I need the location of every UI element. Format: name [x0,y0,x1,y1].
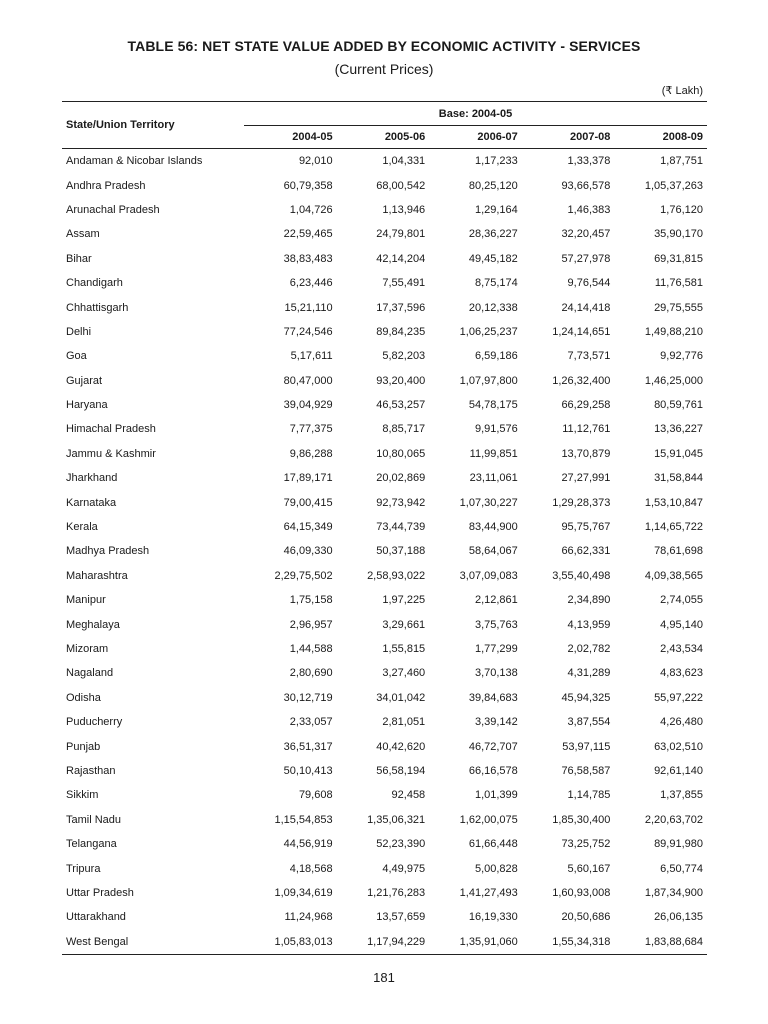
value-cell: 1,77,299 [474,643,518,655]
value-cell: 92,73,942 [376,496,426,509]
value-cell: 80,47,000 [283,374,333,387]
state-name-cell: Jharkhand [66,472,118,485]
value-cell: 50,10,413 [283,764,333,777]
table-row [62,588,707,612]
state-name-cell: Maharashtra [66,569,128,582]
value-cell: 2,43,534 [660,643,703,655]
state-name-cell: Uttar Pradesh [66,886,134,899]
value-cell: 80,25,120 [468,179,518,192]
value-cell: 13,57,659 [376,911,426,924]
value-cell: 1,05,37,263 [644,179,703,192]
table-row [62,393,707,417]
value-cell: 55,97,222 [654,691,703,704]
value-cell: 49,45,182 [468,252,518,265]
value-cell: 1,06,25,237 [459,325,518,338]
value-cell: 1,44,588 [289,643,333,655]
value-cell: 1,13,946 [382,203,426,216]
value-cell: 39,04,929 [283,399,333,412]
state-name-cell: Arunachal Pradesh [66,203,160,216]
state-name-cell: Punjab [66,740,101,753]
value-cell: 9,86,288 [289,447,333,460]
value-cell: 1,07,97,800 [459,374,518,387]
table-row [62,637,707,661]
state-name-cell: Jammu & Kashmir [66,447,156,460]
value-cell: 1,75,158 [289,594,333,607]
value-cell: 73,44,739 [376,521,426,534]
table-row [62,881,707,905]
state-name-cell: Manipur [66,594,106,607]
table-row [62,710,707,734]
value-cell: 2,20,63,702 [644,813,703,826]
value-cell: 1,46,25,000 [644,374,703,387]
value-cell: 4,31,289 [567,667,611,680]
value-cell: 24,14,418 [561,301,611,314]
state-name-cell: Puducherry [66,716,123,729]
value-cell: 1,46,383 [567,203,611,216]
value-cell: 89,91,980 [654,838,703,851]
value-cell: 46,53,257 [376,399,426,412]
value-cell: 4,09,38,565 [644,569,703,582]
value-cell: 1,09,34,619 [274,886,333,899]
value-cell: 2,29,75,502 [274,569,333,582]
value-cell: 3,75,763 [474,618,518,631]
value-cell: 3,29,661 [382,618,426,631]
value-cell: 2,74,055 [660,594,703,607]
value-cell: 3,70,138 [474,667,518,680]
state-column-header: State/Union Territory [62,102,244,149]
value-cell: 5,00,828 [474,862,518,875]
value-cell: 7,77,375 [289,423,333,436]
value-cell: 64,15,349 [283,521,333,534]
value-cell: 39,84,683 [468,691,518,704]
state-name-cell: Assam [66,228,100,241]
value-cell: 66,29,258 [561,399,611,412]
base-year-header: Base: 2004-05 [244,102,707,126]
table-row [62,198,707,222]
value-cell: 15,21,110 [284,301,333,314]
table-row [62,149,707,174]
table-body [62,149,707,955]
value-cell: 1,14,785 [567,789,611,802]
value-cell: 2,33,057 [289,716,333,729]
value-cell: 3,87,554 [567,716,611,729]
value-cell: 61,66,448 [468,838,518,851]
value-cell: 1,29,28,373 [552,496,611,509]
state-name-cell: Bihar [66,252,92,265]
value-cell: 4,95,140 [660,618,703,631]
table-row [62,173,707,197]
state-name-cell: Gujarat [66,374,103,387]
year-header: 2008-09 [614,126,707,149]
value-cell: 6,23,446 [289,277,333,290]
table-row [62,930,707,955]
value-cell: 5,60,167 [567,862,611,875]
value-cell: 2,12,861 [474,594,518,607]
state-name-cell: Delhi [66,325,92,338]
value-cell: 79,608 [298,789,333,802]
state-name-cell: Karnataka [66,496,117,509]
table-row [62,222,707,246]
value-cell: 63,02,510 [654,740,703,753]
value-cell: 20,12,338 [468,301,518,314]
table-title: TABLE 56: NET STATE VALUE ADDED BY ECONOMIC ACTIVITY - SERVICES [127,38,641,54]
table-row [62,856,707,880]
state-name-cell: Kerala [66,521,98,534]
value-cell: 56,58,194 [376,764,426,777]
value-cell: 42,14,204 [376,252,426,265]
table-row [62,515,707,539]
value-cell: 1,87,34,900 [644,886,703,899]
value-cell: 1,41,27,493 [459,886,518,899]
value-cell: 1,53,10,847 [644,496,703,509]
value-cell: 46,09,330 [283,545,333,558]
value-cell: 5,17,611 [290,350,333,363]
value-cell: 1,76,120 [660,203,703,216]
value-cell: 77,24,546 [283,325,333,338]
state-name-cell: Haryana [66,399,108,412]
value-cell: 79,00,415 [283,496,333,509]
value-cell: 1,29,164 [474,203,518,216]
value-cell: 1,62,00,075 [459,813,518,826]
value-cell: 4,26,480 [660,716,703,729]
value-cell: 3,27,460 [382,667,426,680]
value-cell: 29,75,555 [654,301,703,314]
value-cell: 1,55,34,318 [552,935,611,948]
value-cell: 1,49,88,210 [644,325,703,338]
value-cell: 30,12,719 [283,691,333,704]
state-name-cell: Nagaland [66,667,114,680]
value-cell: 1,04,726 [289,203,333,216]
value-cell: 92,010 [298,155,333,168]
year-header: 2004-05 [244,126,337,149]
value-cell: 93,20,400 [376,374,426,387]
table-subtitle: (Current Prices) [334,61,434,77]
value-cell: 1,83,88,684 [644,935,703,948]
value-cell: 11,99,851 [469,447,518,460]
value-cell: 11,24,968 [284,911,333,924]
year-header: 2006-07 [429,126,522,149]
value-cell: 8,85,717 [382,423,426,436]
value-cell: 50,37,188 [376,545,426,558]
value-cell: 1,85,30,400 [552,813,611,826]
value-cell: 2,58,93,022 [367,569,426,582]
value-cell: 83,44,900 [468,521,518,534]
value-cell: 1,35,91,060 [459,935,518,948]
value-cell: 4,13,959 [567,618,611,631]
page-number: 181 [373,970,395,985]
table-header [62,102,707,149]
value-cell: 17,89,171 [283,472,333,485]
state-name-cell: Rajasthan [66,764,116,777]
state-name-cell: Andaman & Nicobar Islands [66,155,203,168]
value-cell: 53,97,115 [562,740,611,753]
table-row [62,442,707,466]
value-cell: 69,31,815 [654,252,703,265]
value-cell: 28,36,227 [468,228,518,241]
state-name-cell: Uttarakhand [66,911,126,924]
value-cell: 11,76,581 [654,277,703,290]
state-name-cell: Tamil Nadu [66,813,122,826]
table-row [62,808,707,832]
table-row [62,271,707,295]
value-cell: 52,23,390 [376,838,426,851]
value-cell: 68,00,542 [376,179,426,192]
value-cell: 20,02,869 [376,472,426,485]
value-cell: 1,24,14,651 [552,325,611,338]
table-row [62,734,707,758]
value-cell: 57,27,978 [561,252,611,265]
value-cell: 7,73,571 [567,350,611,363]
state-name-cell: Tripura [66,862,101,875]
table-row [62,369,707,393]
value-cell: 1,07,30,227 [459,496,518,509]
value-cell: 5,82,203 [382,350,426,363]
value-cell: 31,58,844 [654,472,703,485]
value-cell: 27,27,991 [561,472,611,485]
value-cell: 1,26,32,400 [552,374,611,387]
value-cell: 3,07,09,083 [459,569,518,582]
value-cell: 1,17,233 [474,155,518,168]
state-name-cell: Sikkim [66,789,99,802]
state-name-cell: Andhra Pradesh [66,179,146,192]
value-cell: 40,42,620 [376,740,426,753]
value-cell: 1,33,378 [567,155,611,168]
value-cell: 1,35,06,321 [367,813,426,826]
value-cell: 32,20,457 [561,228,611,241]
table-row [62,466,707,490]
value-cell: 46,72,707 [468,740,518,753]
value-cell: 1,01,399 [474,789,518,802]
value-cell: 22,59,465 [283,228,333,241]
value-cell: 73,25,752 [561,838,611,851]
value-cell: 3,39,142 [474,716,518,729]
value-cell: 45,94,325 [561,691,611,704]
value-cell: 6,59,186 [474,350,518,363]
table-row [62,490,707,514]
state-name-cell: Chandigarh [66,277,123,290]
value-cell: 1,15,54,853 [274,813,333,826]
value-cell: 1,60,93,008 [552,886,611,899]
value-cell: 1,87,751 [660,155,703,168]
value-cell: 58,64,067 [468,545,518,558]
state-name-cell: Odisha [66,691,101,704]
value-cell: 34,01,042 [376,691,426,704]
value-cell: 36,51,317 [283,740,333,753]
value-cell: 8,75,174 [474,277,518,290]
value-cell: 76,58,587 [561,764,611,777]
value-cell: 93,66,578 [561,179,611,192]
value-cell: 1,37,855 [660,789,703,802]
value-cell: 17,37,596 [376,301,426,314]
value-cell: 2,81,051 [382,716,426,729]
value-cell: 92,61,140 [654,764,703,777]
value-cell: 2,80,690 [289,667,333,680]
table-row [62,832,707,856]
value-cell: 35,90,170 [654,228,703,241]
value-cell: 10,80,065 [376,447,426,460]
value-cell: 9,76,544 [567,277,611,290]
value-cell: 66,16,578 [468,764,518,777]
value-cell: 20,50,686 [561,911,611,924]
value-cell: 13,70,879 [561,447,611,460]
table-row [62,661,707,685]
value-cell: 95,75,767 [561,521,611,534]
value-cell: 1,17,94,229 [367,935,426,948]
value-cell: 7,55,491 [382,277,426,290]
value-cell: 11,12,761 [562,423,611,436]
table-row [62,344,707,368]
table-row [62,759,707,783]
value-cell: 1,55,815 [382,643,426,655]
value-cell: 92,458 [391,789,426,802]
value-cell: 60,79,358 [283,179,333,192]
table-row [62,247,707,271]
state-name-cell: West Bengal [66,935,129,948]
table-row [62,564,707,588]
state-name-cell: Himachal Pradesh [66,423,156,436]
value-cell: 2,34,890 [567,594,611,607]
value-cell: 9,91,576 [474,423,518,436]
state-name-cell: Madhya Pradesh [66,545,150,558]
state-name-cell: Mizoram [66,643,109,655]
table-row [62,320,707,344]
value-cell: 6,50,774 [660,862,703,875]
value-cell: 9,92,776 [660,350,703,363]
value-cell: 4,49,975 [382,862,426,875]
table-row [62,783,707,807]
value-cell: 1,21,76,283 [367,886,426,899]
value-cell: 2,02,782 [567,643,611,655]
value-cell: 89,84,235 [376,325,426,338]
value-cell: 44,56,919 [283,838,333,851]
value-cell: 1,97,225 [382,594,426,607]
value-cell: 54,78,175 [468,399,518,412]
year-header: 2005-06 [337,126,430,149]
table-row [62,686,707,710]
value-cell: 66,62,331 [561,545,611,558]
value-cell: 2,96,957 [289,618,333,631]
value-cell: 24,79,801 [376,228,426,241]
table-row [62,295,707,319]
table-row [62,905,707,929]
value-cell: 13,36,227 [654,423,703,436]
value-cell: 1,14,65,722 [644,521,703,534]
year-header: 2007-08 [522,126,615,149]
table-row [62,539,707,563]
value-cell: 1,05,83,013 [274,935,333,948]
state-name-cell: Meghalaya [66,618,120,631]
state-name-cell: Telangana [66,838,117,851]
unit-label: (₹ Lakh) [661,85,703,97]
value-cell: 26,06,135 [654,911,703,924]
table-row [62,612,707,636]
value-cell: 78,61,698 [654,545,703,558]
header-row-base [62,102,707,126]
value-cell: 23,11,061 [469,472,518,485]
value-cell: 1,04,331 [382,155,426,168]
value-cell: 16,19,330 [468,911,518,924]
state-name-cell: Chhattisgarh [66,301,129,314]
value-cell: 4,83,623 [660,667,703,680]
value-cell: 15,91,045 [654,447,703,460]
value-cell: 3,55,40,498 [552,569,611,582]
table-row [62,417,707,441]
value-cell: 38,83,483 [283,252,333,265]
data-table [62,101,707,955]
value-cell: 4,18,568 [289,862,333,875]
state-name-cell: Goa [66,350,87,363]
value-cell: 80,59,761 [654,399,703,412]
